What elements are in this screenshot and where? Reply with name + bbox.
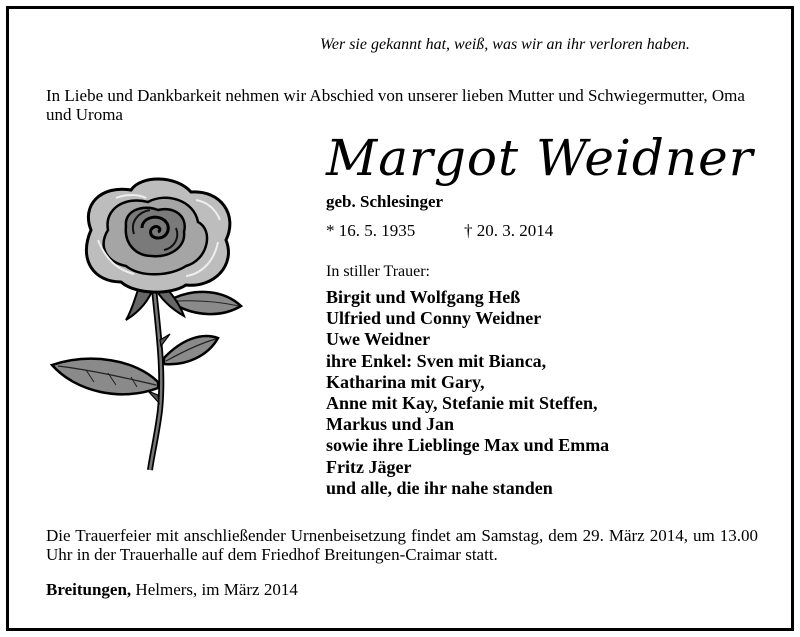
signature-rest: Helmers, im März 2014 [131, 580, 298, 599]
death-date: † 20. 3. 2014 [464, 221, 554, 240]
maiden-name: geb. Schlesinger [326, 192, 444, 211]
birth-date: * 16. 5. 1935 [326, 221, 416, 240]
mourner-line: Markus und Jan [326, 414, 455, 435]
signature-place: Breitungen, [46, 580, 132, 599]
deceased-name: Margot Weidner [326, 129, 754, 187]
mourner-line: ihre Enkel: Sven mit Bianca, [326, 350, 547, 371]
mourner-line: Ulfried und Conny Weidner [326, 308, 542, 329]
motto-quote: Wer sie gekannt hat, weiß, was wir an ihr verloren haben. [320, 36, 690, 53]
mourner-line: Fritz Jäger [326, 456, 412, 477]
intro-text: In Liebe und Dankbarkeit nehmen wir Abschied von unserer lieben Mutter und Schwiegermutter, Oma und Uroma [46, 86, 745, 124]
mourners-list [326, 287, 609, 499]
service-info: Die Trauerfeier mit anschließender Urnenbeisetzung findet am Samstag, dem 29. März 2014, um 13.00 Uhr in der Trauerhalle auf dem Friedhof Breitungen-Craimar statt. [46, 526, 758, 564]
mourner-line: Birgit und Wolfgang Heß [326, 287, 521, 307]
mourner-line: sowie ihre Lieblinge Max und Emma [326, 435, 610, 456]
rose-icon [46, 170, 246, 475]
mourner-line: und alle, die ihr nahe standen [326, 477, 553, 498]
mourner-line: Uwe Weidner [326, 329, 431, 350]
mourning-label: In stiller Trauer: [326, 263, 430, 280]
signature-line [46, 580, 298, 600]
mourner-line: Anne mit Kay, Stefanie mit Steffen, [326, 393, 598, 414]
mourner-line: Katharina mit Gary, [326, 371, 485, 392]
